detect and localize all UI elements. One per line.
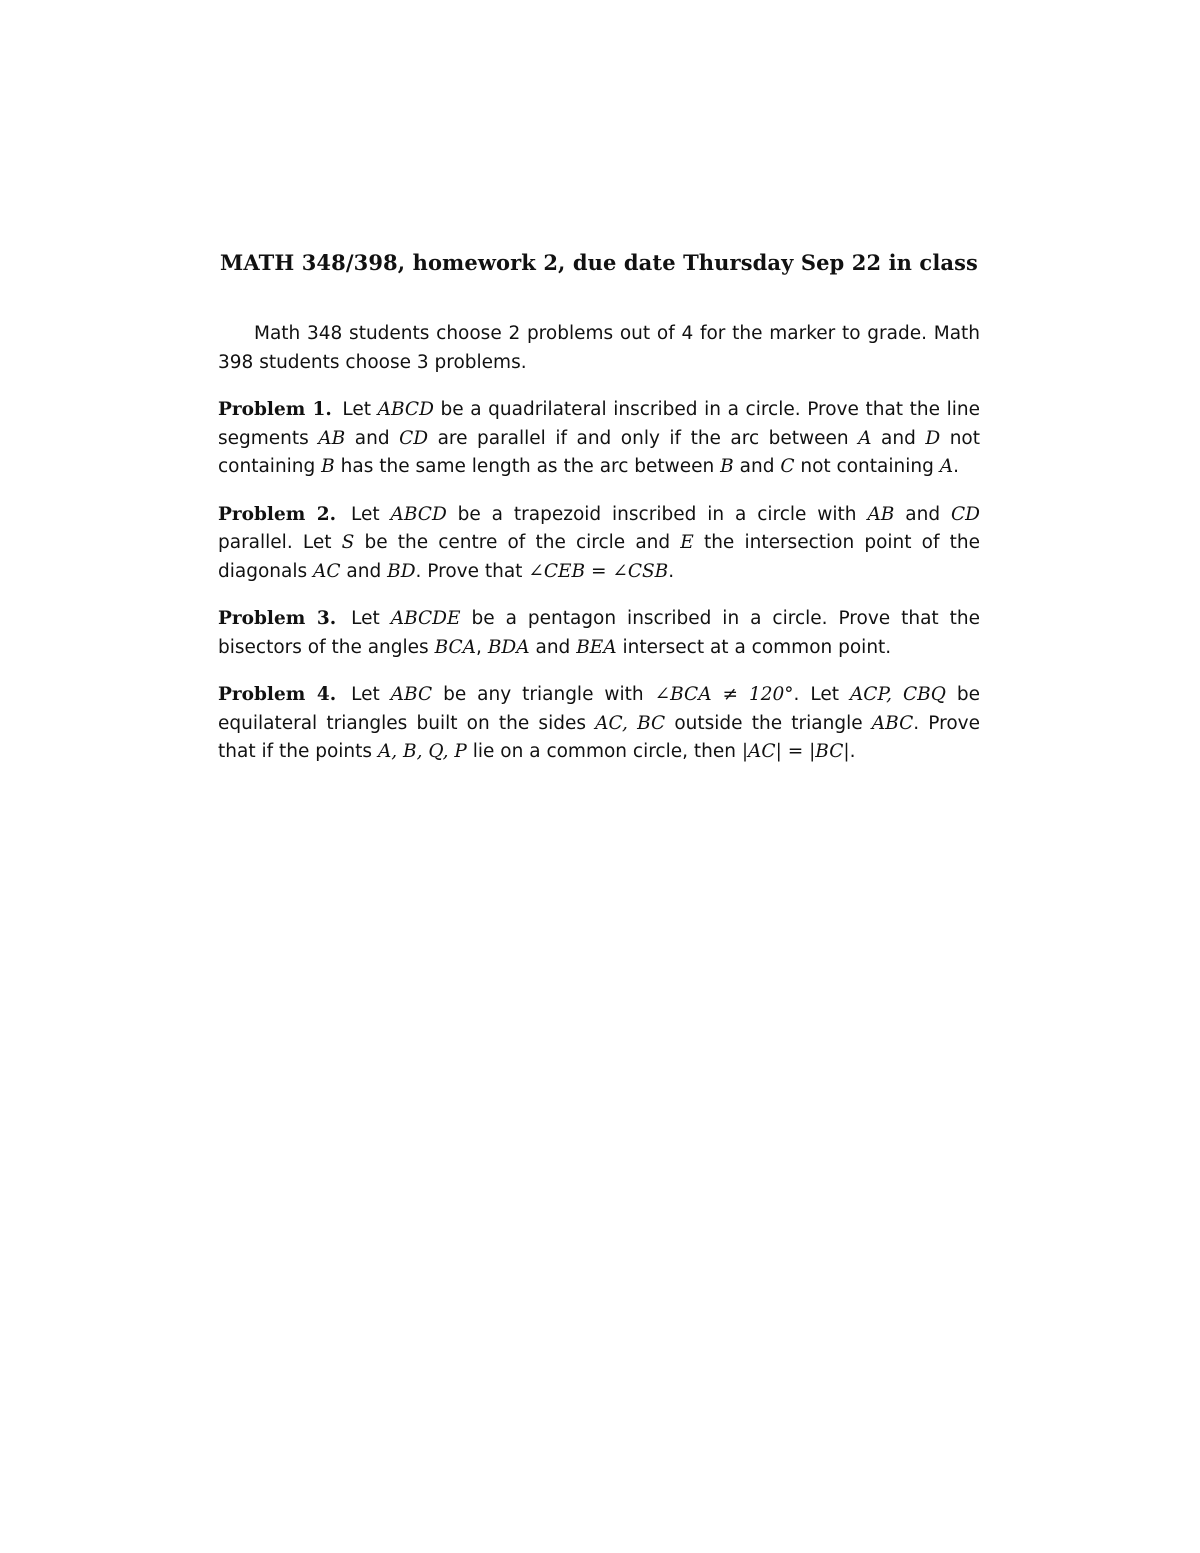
intro-line-2: Math 398 students choose 3 problems. <box>218 323 981 373</box>
math: A, B, Q, P <box>377 741 467 762</box>
text: and <box>871 427 926 449</box>
math: D <box>925 427 941 449</box>
text: intersect at a common point. <box>616 636 892 658</box>
text: Let <box>351 684 391 705</box>
math: A <box>939 456 954 477</box>
text: . <box>953 456 959 477</box>
math: S <box>341 532 355 553</box>
text: and <box>894 503 951 525</box>
math: AC, BC <box>595 712 666 734</box>
problem-4-label: Problem 4. <box>218 684 337 705</box>
text: outside the triangle <box>665 712 872 734</box>
math: BD <box>387 560 416 582</box>
text: be the centre of the circle and <box>354 532 681 553</box>
math: E <box>680 532 694 553</box>
text: . Prove that <box>415 560 529 582</box>
math: |AC| = |BC| <box>741 741 850 762</box>
problem-3-label: Problem 3. <box>218 608 337 629</box>
math: B <box>321 456 335 477</box>
text: . <box>668 560 675 582</box>
text: . <box>849 741 856 762</box>
math: AC <box>313 560 341 582</box>
math: BEA <box>576 636 617 658</box>
math: ∠BCA ≠ 120° <box>654 684 794 705</box>
text: . Prove that if the points <box>218 712 980 762</box>
math: B <box>720 456 734 477</box>
problem-2 <box>218 501 980 587</box>
text: not containing <box>218 427 980 477</box>
text: parallel. Let <box>218 532 342 553</box>
page-title: MATH 348/398, homework 2, due date Thursday Sep 22 in class <box>220 250 978 275</box>
math: A <box>858 427 872 449</box>
text: be a quadrilateral inscribed in a circle. Prove that the line segments <box>218 399 980 449</box>
math: ABCDE <box>390 608 461 629</box>
problem-1-label: Problem 1. <box>218 399 332 420</box>
intro-line-1: Math 348 students choose 2 problems out of 4 for the marker to grade. <box>254 323 927 344</box>
math: ∠CEB = ∠CSB <box>528 560 669 582</box>
text: be equilateral triangles built on the sides <box>218 684 980 734</box>
text: Let <box>351 608 391 629</box>
text: are parallel if and only if the arc between <box>428 427 859 449</box>
text: Let <box>350 503 391 525</box>
problem-3 <box>218 605 980 662</box>
text: and <box>340 560 388 582</box>
math: BCA <box>434 636 477 658</box>
text: Let <box>342 399 378 420</box>
text: and <box>345 427 400 449</box>
math: ACP, CBQ <box>849 684 946 705</box>
math: CD <box>951 503 980 525</box>
math: AB <box>867 503 895 525</box>
math: ABCD <box>390 503 447 525</box>
text: and <box>529 636 577 658</box>
math: BDA <box>487 636 530 658</box>
text: be any triangle with <box>432 684 655 705</box>
intro-paragraph <box>218 320 980 377</box>
text: be a pentagon inscribed in a circle. Prove that the bisectors of the angles <box>218 608 981 658</box>
text: and <box>733 456 781 477</box>
math: CD <box>399 427 429 449</box>
problem-4 <box>218 681 980 767</box>
math: ABC <box>871 712 914 734</box>
math: ABC <box>390 684 433 705</box>
homework-page <box>218 246 980 767</box>
math: AB <box>318 427 346 449</box>
text: not containing <box>794 456 940 477</box>
text: has the same length as the arc between <box>334 456 721 477</box>
problem-2-label: Problem 2. <box>218 503 337 525</box>
problem-1 <box>218 396 980 482</box>
math: C <box>780 456 795 477</box>
math: ABCD <box>377 399 434 420</box>
text: lie on a common circle, then <box>466 741 742 762</box>
text: the intersection point of the diagonals <box>218 532 980 582</box>
text: . Let <box>793 684 850 705</box>
text: , <box>476 636 488 658</box>
text: be a trapezoid inscribed in a circle with <box>446 503 868 525</box>
